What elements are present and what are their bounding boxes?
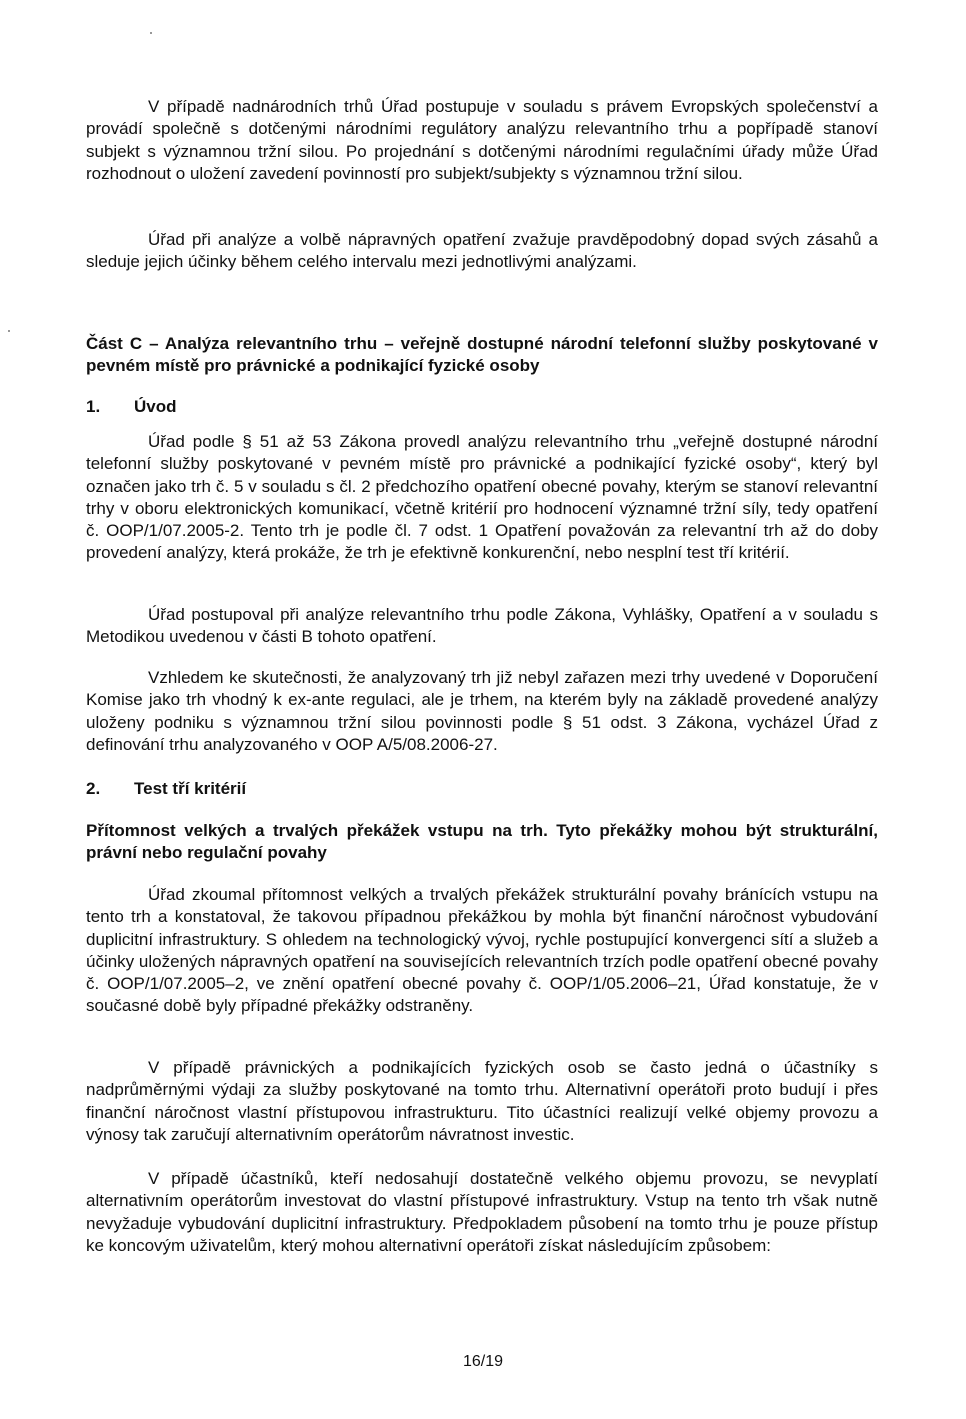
part-heading-text: Část C – Analýza relevantního trhu – veřejně dostupné národní telefonní služby poskytované v pevném místě pro právnické a podnikající fyzické osoby bbox=[86, 334, 878, 376]
barriers-heading bbox=[86, 820, 878, 865]
section-number: 1. bbox=[86, 397, 101, 416]
paragraph-entry-barriers bbox=[86, 884, 878, 1018]
paragraph-text: Úřad podle § 51 až 53 Zákona provedl analýzu relevantního trhu „veřejně dostupné národní telefonní služby poskytované v pevném místě pro právnické a podnikající fyzické osoby“, který byl označen jako trh č. 5 v souladu s čl. 2 předchozího opatření obecné povahy, kterým se stanoví relevantní trhy v oboru elektronických komunikací, včetně kritérií pro hodnocení významné tržní síly, tedy opatření č. OOP/1/07.2005-2. Tento trh je podle čl. 7 odst. 1 Opatření považován za relevantní trh až do doby provedení analýzy, která prokáže, že trh je efektivně konkurenční, nebo nesplní test tří kritérií. bbox=[86, 432, 878, 563]
part-c-heading bbox=[86, 333, 878, 378]
scan-artifact bbox=[8, 330, 10, 332]
paragraph-text: Vzhledem ke skutečnosti, že analyzovaný trh již nebyl zařazen mezi trhy uvedené v Doporučení Komise jako trh vhodný k ex-ante regulaci, ale je trhem, na kterém byly na základě provedené analýzy uloženy podniku s významnou tržní silou povinnosti podle § 51 odst. 3 Zákona, vycházel Úřad z definování trhu analyzovaného v OOP A/5/08.2006-27. bbox=[86, 668, 878, 754]
page-number: 16/19 bbox=[462, 1353, 504, 1370]
paragraph-analysis-procedure bbox=[86, 604, 878, 649]
paragraph-introduction bbox=[86, 431, 878, 565]
paragraph-text: Úřad při analýze a volbě nápravných opatření zvažuje pravděpodobný dopad svých zásahů a sleduje jejich účinky během celého intervalu mezi jednotlivými analýzami. bbox=[86, 230, 878, 272]
section-1-heading bbox=[86, 396, 878, 418]
paragraph-text: V případě účastníků, kteří nedosahují dostatečně velkého objemu provozu, se nevyplatí alternativním operátorům investovat do vlastní přístupové infrastruktury. Vstup na tento trh však nutně nevyžaduje vybudování duplicitní infrastruktury. Předpokladem působení na tomto trhu je pouze přístup ke koncovým uživatelům, který mohou alternativní operátoři získat následujícím způsobem: bbox=[86, 1169, 878, 1255]
scan-artifact bbox=[150, 32, 152, 34]
paragraph-business-customers bbox=[86, 1057, 878, 1146]
section-title: Test tří kritérií bbox=[134, 779, 247, 798]
section-2-heading bbox=[86, 778, 878, 800]
paragraph-market-definition bbox=[86, 667, 878, 756]
paragraph-text: V případě právnických a podnikajících fyzických osob se často jedná o účastníky s nadprůměrnými výdaji za služby poskytované na tomto trhu. Alternativní operátoři proto budují i přes finanční náročnost vlastní přístupovou infrastrukturu. Tito účastníci realizují velké objemy provozu a výnosy tak zaručují alternativním operátorům návratnost investic. bbox=[86, 1058, 878, 1144]
subheading-text: Přítomnost velkých a trvalých překážek vstupu na trh. Tyto překážky mohou být strukturální, právní nebo regulační povahy bbox=[86, 821, 878, 863]
paragraph-remedies-impact bbox=[86, 229, 878, 274]
paragraph-supranational-markets bbox=[86, 96, 878, 185]
section-title: Úvod bbox=[134, 397, 177, 416]
section-number: 2. bbox=[86, 779, 101, 798]
paragraph-small-customers bbox=[86, 1168, 878, 1257]
paragraph-text: V případě nadnárodních trhů Úřad postupuje v souladu s právem Evropských společenství a provádí společně s dotčenými národními regulátory analýzu relevantního trhu a popřípadě stanoví subjekt s významnou tržní silou. Po projednání s dotčenými národními regulačními úřady může Úřad rozhodnout o uložení zavedení povinností pro subjekt/subjekty s významnou tržní silou. bbox=[86, 97, 878, 183]
paragraph-text: Úřad postupoval při analýze relevantního trhu podle Zákona, Vyhlášky, Opatření a v souladu s Metodikou uvedenou v části B tohoto opatření. bbox=[86, 605, 878, 647]
paragraph-text: Úřad zkoumal přítomnost velkých a trvalých překážek strukturální povahy bránících vstupu na tento trh a konstatoval, že takovou případnou překážkou by mohla být finanční náročnost vybudování duplicitní infrastruktury. S ohledem na technologický vývoj, rychle postupující konvergenci sítí a služeb a účinky uložených nápravných opatření na souvisejících relevantních trzích podle opatření obecné povahy č. OOP/1/07.2005–2, ve znění opatření obecné povahy č. OOP/1/05.2006–21, Úřad konstatuje, že v současné době byly případné překážky odstraněny. bbox=[86, 885, 878, 1016]
